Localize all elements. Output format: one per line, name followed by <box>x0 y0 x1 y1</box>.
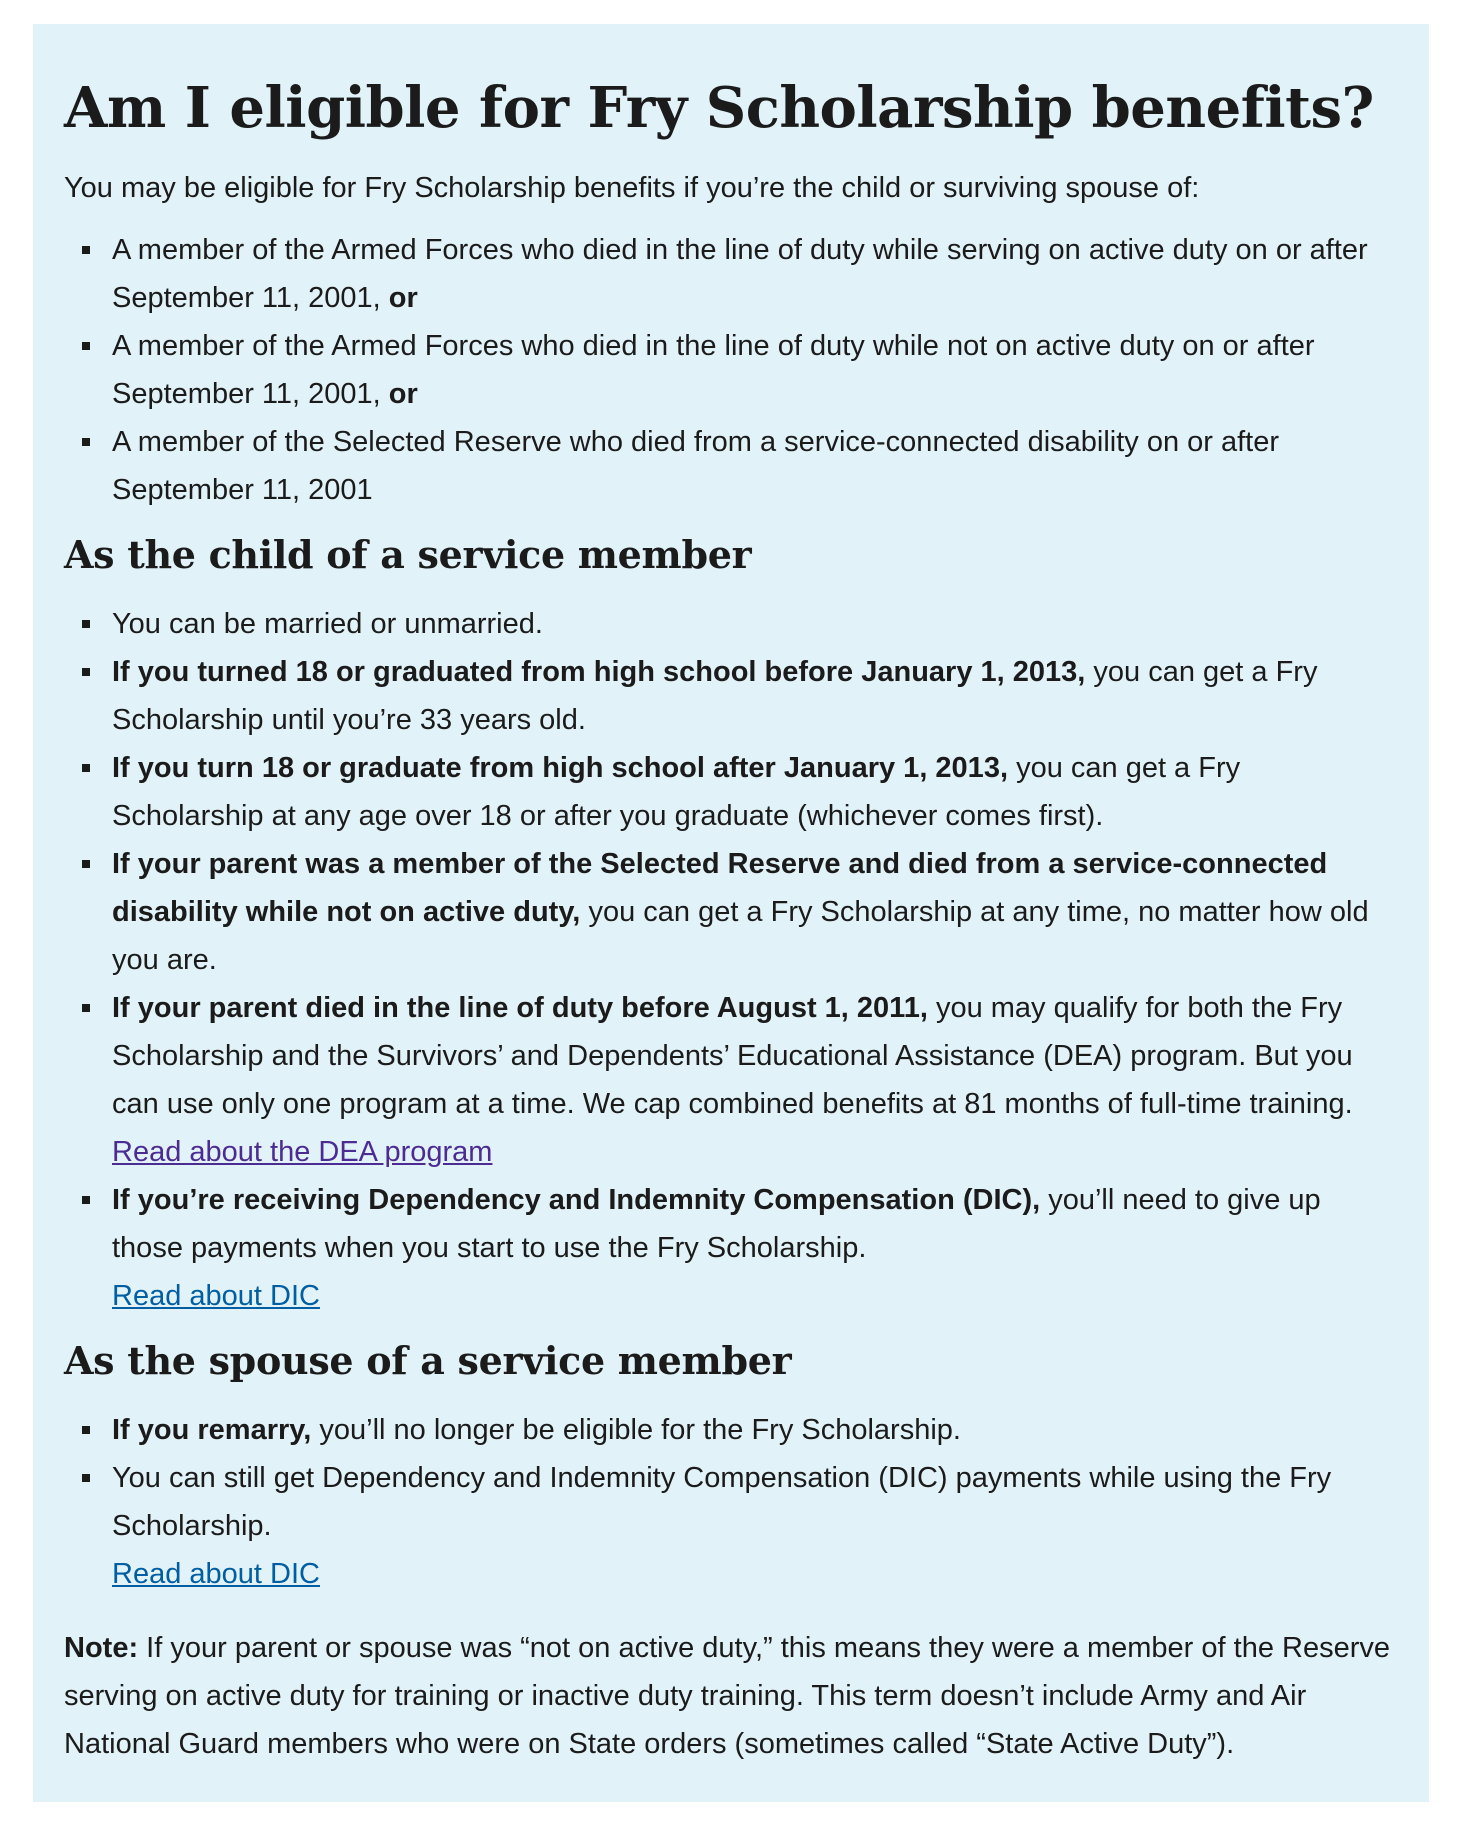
list-item <box>112 1454 1398 1598</box>
page-title: Am I eligible for Fry Scholarship benefits? <box>64 75 1374 141</box>
dea-program-link[interactable]: Read about the DEA program <box>112 1135 493 1168</box>
list-item <box>112 1176 1398 1320</box>
item-text: A member of the Armed Forces who died in the line of duty while serving on active duty on or after September 11, 2001, <box>112 234 1368 315</box>
item-text: you can get a Fry Scholarship at any time, no matter how old you are. <box>112 895 1369 976</box>
item-text: you may qualify for both the Fry Scholarship and the Survivors’ and Dependents’ Educational Assistance (DEA) program. But you can use only one program at a time. We cap combined benefits at 81 months of full-time training. <box>112 991 1353 1120</box>
note-text: If your parent or spouse was “not on active duty,” this means they were a member of the Reserve serving on active duty for training or inactive duty training. This term doesn’t include Army and Air National Guard members who were on State orders (sometimes called “State Active Duty”). <box>64 1631 1390 1760</box>
note-paragraph <box>64 1624 1398 1768</box>
list-item <box>112 418 1398 514</box>
item-bold: If your parent died in the line of duty before August 1, 2011, <box>112 991 928 1024</box>
eligibility-panel <box>33 24 1429 1802</box>
dic-link[interactable]: Read about DIC <box>112 1279 320 1312</box>
item-text: A member of the Armed Forces who died in the line of duty while not on active duty on or after September 11, 2001, <box>112 330 1315 411</box>
child-list <box>64 600 1398 1320</box>
item-text: you can get a Fry Scholarship until you’re 33 years old. <box>112 655 1318 736</box>
item-bold: If you remarry, <box>112 1413 312 1446</box>
list-item <box>112 984 1398 1176</box>
item-text: you’ll no longer be eligible for the Fry Scholarship. <box>319 1413 961 1446</box>
item-bold: If you’re receiving Dependency and Indemnity Compensation (DIC), <box>112 1183 1041 1216</box>
spouse-list <box>64 1406 1398 1598</box>
child-section-heading: As the child of a service member <box>64 532 752 578</box>
item-bold: If you turn 18 or graduate from high school after January 1, 2013, <box>112 751 1008 784</box>
eligibility-list <box>64 226 1398 514</box>
list-item <box>112 322 1398 418</box>
list-item <box>112 648 1398 744</box>
list-item <box>112 840 1398 984</box>
note-label: Note: <box>64 1631 139 1664</box>
item-or: or <box>388 282 418 315</box>
spouse-section-heading: As the spouse of a service member <box>64 1337 792 1383</box>
item-bold: If your parent was a member of the Selected Reserve and died from a service-connected disability while not on active duty, <box>112 847 1328 928</box>
item-text: You can still get Dependency and Indemnity Compensation (DIC) payments while using the Fry Scholarship. <box>112 1461 1332 1542</box>
list-item <box>112 744 1398 840</box>
dic-link[interactable]: Read about DIC <box>112 1557 320 1590</box>
item-text: you’ll need to give up those payments when you start to use the Fry Scholarship. <box>112 1183 1321 1264</box>
list-item <box>112 600 1398 648</box>
item-text: You can be married or unmarried. <box>112 607 543 640</box>
item-text: you can get a Fry Scholarship at any age over 18 or after you graduate (whichever comes first). <box>112 751 1241 832</box>
item-or: or <box>388 378 418 411</box>
intro-text: You may be eligible for Fry Scholarship benefits if you’re the child or surviving spouse of: <box>64 172 1200 205</box>
item-text: A member of the Selected Reserve who died from a service-connected disability on or after September 11, 2001 <box>112 426 1280 507</box>
list-item <box>112 1406 1398 1454</box>
item-bold: If you turned 18 or graduated from high school before January 1, 2013, <box>112 655 1086 688</box>
list-item <box>112 226 1398 322</box>
